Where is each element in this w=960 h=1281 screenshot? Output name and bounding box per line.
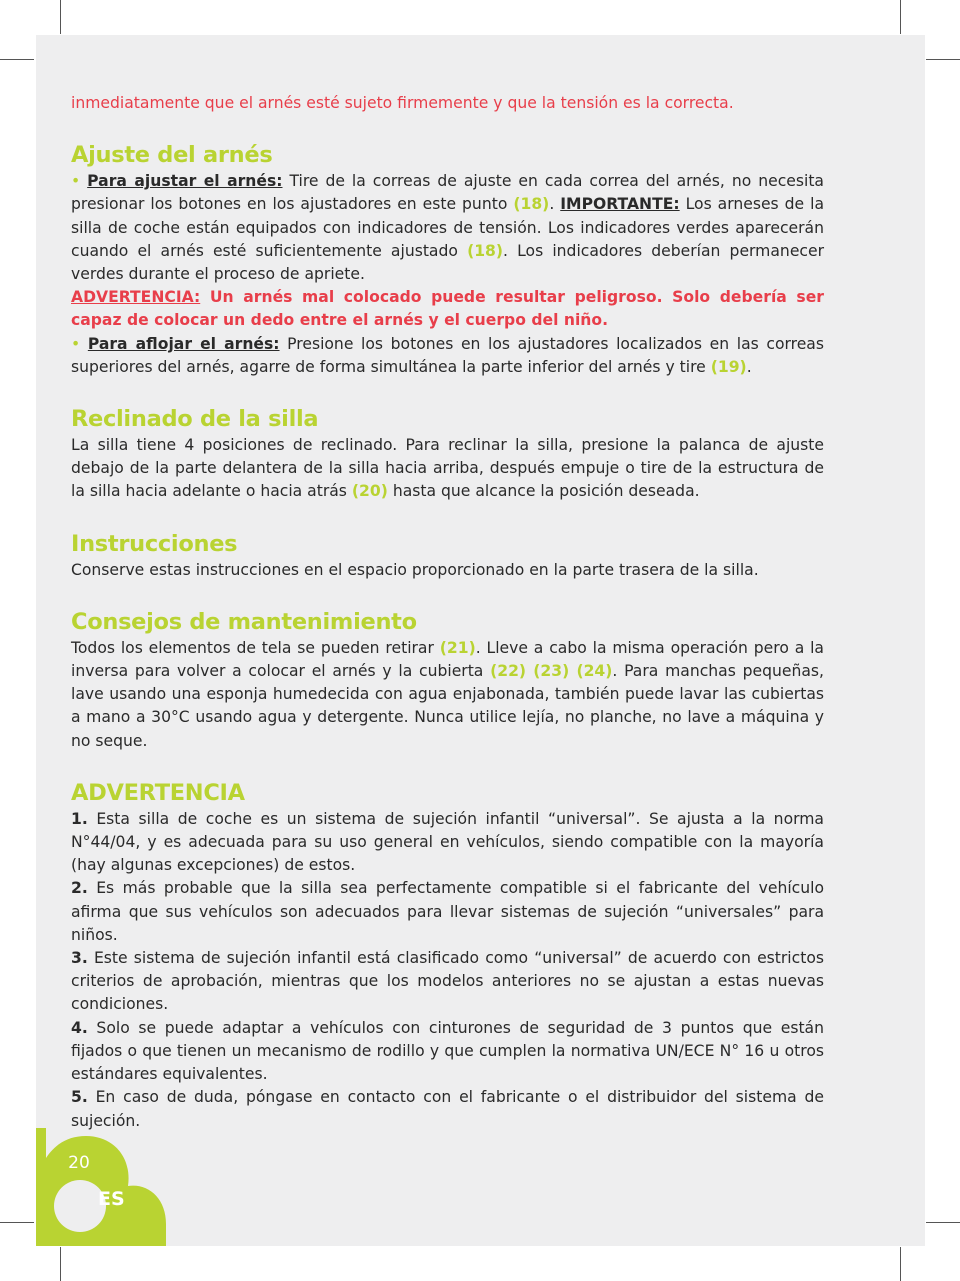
ref-21: (21)	[439, 638, 476, 657]
reclinado-text	[71, 434, 824, 504]
mantenimiento-text-b: . Lleve a cabo la misma operación pero a la inversa para volver a colocar el arnés y la cubierta	[71, 638, 824, 681]
importante-label: IMPORTANTE:	[560, 195, 680, 214]
advertencia-text: Un arnés mal colocado puede resultar peligroso. Solo debería ser capaz de colocar un dedo entre el arnés y el cuerpo del niño.	[71, 288, 824, 330]
crop-mark	[0, 1222, 34, 1223]
instrucciones-text: Conserve estas instrucciones en el espacio proporcionado en la parte trasera de la silla.	[71, 560, 759, 579]
intro-text: inmediatamente que el arnés esté sujeto firmemente y que la tensión es la correcta.	[71, 94, 734, 112]
ajuste-lead: Para ajustar el arnés:	[87, 172, 283, 191]
aflojar-text: Presione los botones en los ajustadores localizados en las correas superiores del arnés, agarre de forma simultánea la parte inferior del arnés y tire	[71, 334, 824, 376]
item-number: 3.	[71, 949, 88, 968]
punctuation: .	[746, 357, 752, 376]
advertencia-list	[71, 808, 824, 1133]
ajuste-text: Tire de la correas de ajuste en cada correa del arnés, no necesita presionar los botones en los ajustadores en este punto	[71, 172, 824, 214]
ajuste-bullet-2	[71, 333, 824, 379]
section-title-instrucciones: Instrucciones	[71, 530, 238, 557]
ref-20: (20)	[351, 482, 388, 501]
bullet-icon: •	[71, 172, 81, 191]
section-title-advertencia: ADVERTENCIA	[71, 779, 245, 806]
importante-end: . Los indicadores deberían permanecer verdes durante el proceso de apriete.	[71, 241, 824, 284]
ref-22-24: (22) (23) (24)	[490, 662, 613, 681]
aflojar-lead: Para aflojar el arnés:	[87, 334, 280, 353]
manual-content	[71, 92, 824, 1133]
punctuation: .	[549, 195, 561, 214]
crop-mark	[926, 59, 960, 60]
importante-text: Los arneses de la silla de coche están equipados con indicadores de tensión. Los indicadores verdes aparecerán cuando el arnés esté suficientemente ajustado	[71, 195, 824, 260]
list-item	[71, 808, 824, 878]
list-item	[71, 1086, 824, 1132]
item-number: 2.	[71, 879, 88, 898]
list-item	[71, 1017, 824, 1087]
list-item	[71, 877, 824, 947]
page-badge-icon	[36, 1128, 166, 1246]
crop-mark	[60, 0, 61, 34]
item-text: Solo se puede adaptar a vehículos con cinturones de seguridad de 3 puntos que están fijados o que tienen un mecanismo de rodillo y que cumplen la normativa UN/ECE N° 16 u otros estándares equivalentes.	[71, 1018, 824, 1084]
ref-18: (18)	[513, 195, 550, 214]
crop-mark	[900, 1247, 901, 1281]
section-title-ajuste: Ajuste del arnés	[71, 142, 273, 169]
section-title-reclinado: Reclinado de la silla	[71, 406, 319, 433]
reclinado-text-a: La silla tiene 4 posiciones de reclinado. Para reclinar la silla, presione la palanca de ajuste debajo de la parte delantera de la silla hacia arriba, después empuje o tire de la estructura de la silla hacia adelante o hacia atrás	[71, 436, 824, 501]
crop-mark	[0, 59, 34, 60]
item-text: Es más probable que la silla sea perfectamente compatible si el fabricante del vehículo afirma que sus vehículos son adecuados para llevar sistemas de sujeción “universales” para niños.	[71, 879, 824, 944]
page-number: 20	[68, 1153, 90, 1173]
item-text: En caso de duda, póngase en contacto con el fabricante o el distribuidor del sistema de sujeción.	[71, 1088, 824, 1130]
mantenimiento-text-c: . Para manchas pequeñas, lave usando una esponja humedecida con agua enjabonada, también puede lavar las cubiertas a mano a 30°C usando agua y detergente. Nunca utilice lejía, no planche, no lave a máquina y no seque.	[71, 662, 824, 750]
reclinado-text-b: hasta que alcance la posición deseada.	[387, 482, 700, 501]
item-number: 5.	[71, 1088, 88, 1107]
item-number: 4.	[71, 1018, 88, 1037]
language-label: ES	[98, 1188, 125, 1210]
advertencia-notice	[71, 286, 824, 332]
item-number: 1.	[71, 809, 88, 828]
advertencia-label: ADVERTENCIA:	[71, 288, 201, 307]
crop-mark	[900, 0, 901, 34]
crop-mark	[60, 1247, 61, 1281]
mantenimiento-text-a: Todos los elementos de tela se pueden retirar	[71, 638, 440, 657]
item-text: Esta silla de coche es un sistema de sujeción infantil “universal”. Se ajusta a la norma N°44/04, y es adecuada para su uso general en vehículos, siendo compatible con la mayoría (hay algunas excepciones) de estos.	[71, 809, 824, 875]
ref-18: (18)	[467, 241, 504, 260]
list-item	[71, 947, 824, 1017]
item-text: Este sistema de sujeción infantil está clasificado como “universal” de acuerdo con estrictos criterios de aprobación, mientras que los modelos anteriores no se ajustan a estas nuevas condiciones.	[71, 949, 824, 1014]
bullet-icon: •	[71, 334, 81, 353]
section-title-mantenimiento: Consejos de mantenimiento	[71, 608, 417, 635]
ajuste-bullet-1	[71, 170, 824, 286]
crop-mark	[926, 1222, 960, 1223]
ref-19: (19)	[710, 357, 747, 376]
mantenimiento-text	[71, 637, 824, 753]
